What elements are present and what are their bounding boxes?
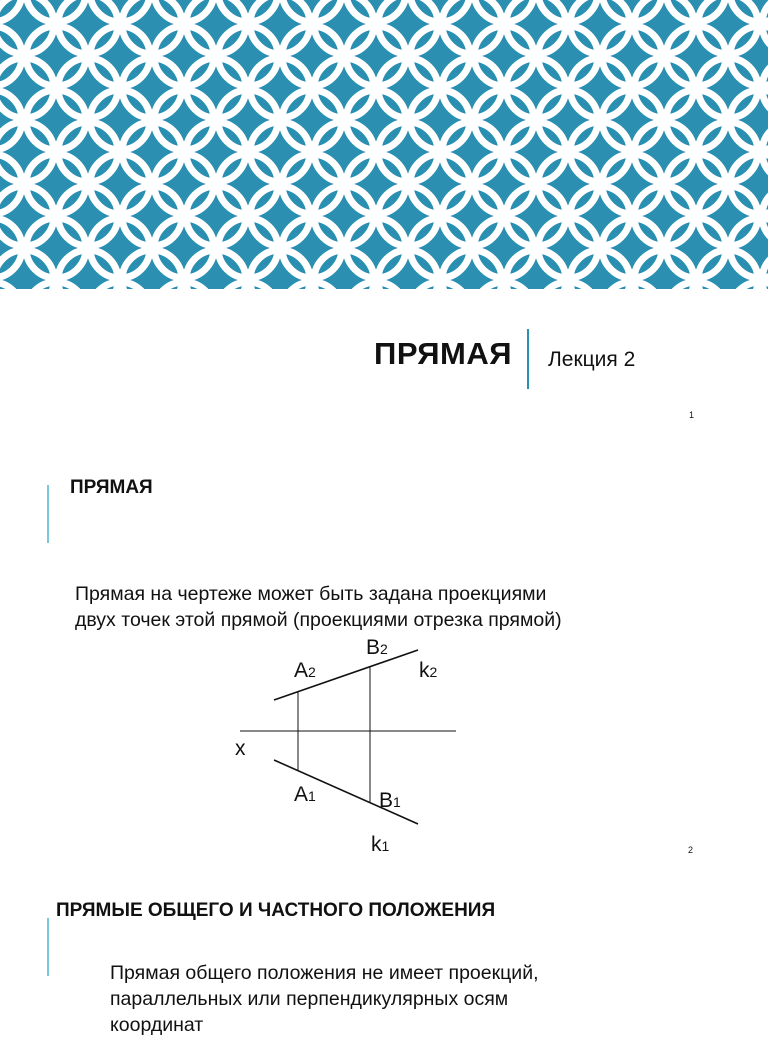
content-slide-positions — [0, 870, 768, 1036]
slide-title: ПРЯМАЯ — [374, 336, 512, 371]
patterned-banner — [0, 0, 768, 289]
slide-number: 2 — [688, 845, 694, 855]
slide-heading: ПРЯМЫЕ ОБЩЕГО И ЧАСТНОГО ПОЛОЖЕНИЯ — [56, 900, 496, 921]
label-k2: k2 — [419, 659, 438, 682]
body-text-line-2: двух точек этой прямой (проекциями отрезка прямой) — [75, 609, 562, 631]
body-text-line-2: параллельных или перпендикулярных осям — [110, 988, 509, 1010]
slide-subtitle: Лекция 2 — [548, 348, 636, 371]
accent-bar — [47, 485, 49, 543]
label-k1: k1 — [371, 833, 390, 856]
accent-bar — [47, 918, 49, 976]
body-text-line-1: Прямая общего положения не имеет проекций, — [110, 962, 539, 984]
title-slide — [0, 0, 768, 440]
content-slide-line — [0, 440, 768, 870]
title-divider — [527, 329, 529, 389]
label-x: x — [235, 737, 246, 760]
slide-heading: ПРЯМАЯ — [70, 477, 153, 498]
label-b2: B2 — [366, 636, 388, 659]
body-text-line-1: Прямая на чертеже может быть задана проекциями — [75, 583, 547, 605]
label-a1: A1 — [294, 783, 316, 806]
slide-number: 1 — [689, 410, 695, 420]
line-projection-diagram — [0, 630, 768, 860]
body-text-line-3: координат — [110, 1014, 204, 1036]
label-a2: A2 — [294, 659, 316, 682]
label-b1: B1 — [379, 789, 401, 812]
